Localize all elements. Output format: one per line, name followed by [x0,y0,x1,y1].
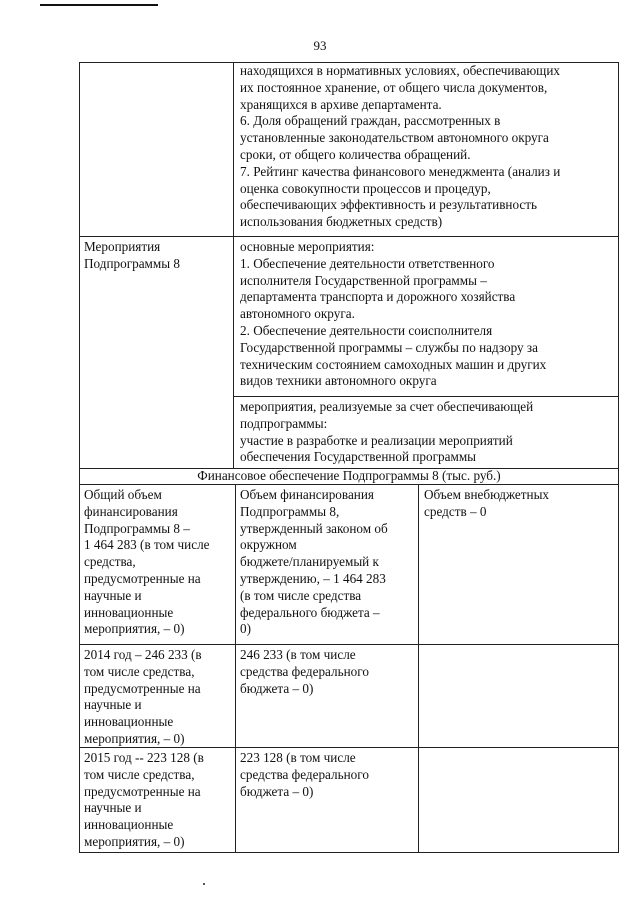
main-activities-text: основные мероприятия: 1. Обеспечение деятельности ответственного исполнителя Государственной программы – департамента транспорта и дорожного хозяйства автономного округа. 2. Обеспечение деятельности соисполнителя Государственной программы – службы по надзору за техническим состоянием самоходных машин и других видов техники автономного округа [240,239,547,389]
upper-column-divider [233,62,234,468]
fin-column-divider-2 [418,484,419,853]
activities-label: Мероприятия Подпрограммы 8 [84,239,180,271]
row2-inner-rule [233,396,619,397]
fin-row3-year-cell: 2015 год -- 223 128 (в том числе средства, предусмотренные на научные и инновационные мероприятия, – 0) [84,750,204,849]
financing-header: Финансовое обеспечение Подпрограммы 8 (тыс. руб.) [197,468,501,483]
header-rule [40,4,158,6]
page-number: 93 [313,38,327,53]
fin-row2-year-cell: 2014 год – 246 233 (в том числе средства, предусмотренные на научные и инновационные мероприятия, – 0) [84,647,202,746]
indicators-continued-text: находящихся в нормативных условиях, обеспечивающих их постоянное хранение, от общего числа документов, хранящихся в архиве департамента. 6. Доля обращений граждан, рассмотренных в установленные законодательством автономного округа сроки, от общего количества обращений. 7. Рейтинг качества финансового менеджмента (анализ и оценка совокупности процессов и процедур, обеспечивающих эффективность и результативность использования бюджетных средств) [240,63,561,230]
fin-row1-approved-cell: Объем финансирования Подпрограммы 8, утвержденный законом об окружном бюджете/планируемый к утверждению, – 1 464 283 (в том числе средства федерального бюджета – 0) [240,487,388,637]
fin-row3-federal-cell: 223 128 (в том числе средства федерального бюджета – 0) [240,750,369,799]
fin-row1-total-cell: Общий объем финансирования Подпрограммы 8 – 1 464 283 (в том числе средства, предусмотренные на научные и инновационные мероприятия, – 0) [84,487,210,637]
fin-row1-extrabudget-cell: Объем внебюджетных средств – 0 [424,487,550,519]
support-activities-text: мероприятия, реализуемые за счет обеспечивающей подпрограммы: участие в разработке и реализации мероприятий обеспечения Государственной программы [240,399,534,465]
fin-row2-federal-cell: 246 233 (в том числе средства федерального бюджета – 0) [240,647,369,696]
scan-speck [203,883,205,885]
fin-column-divider-1 [235,484,236,853]
row1-bottom-rule [79,236,619,237]
fin-row1-bottom-rule [79,644,619,645]
